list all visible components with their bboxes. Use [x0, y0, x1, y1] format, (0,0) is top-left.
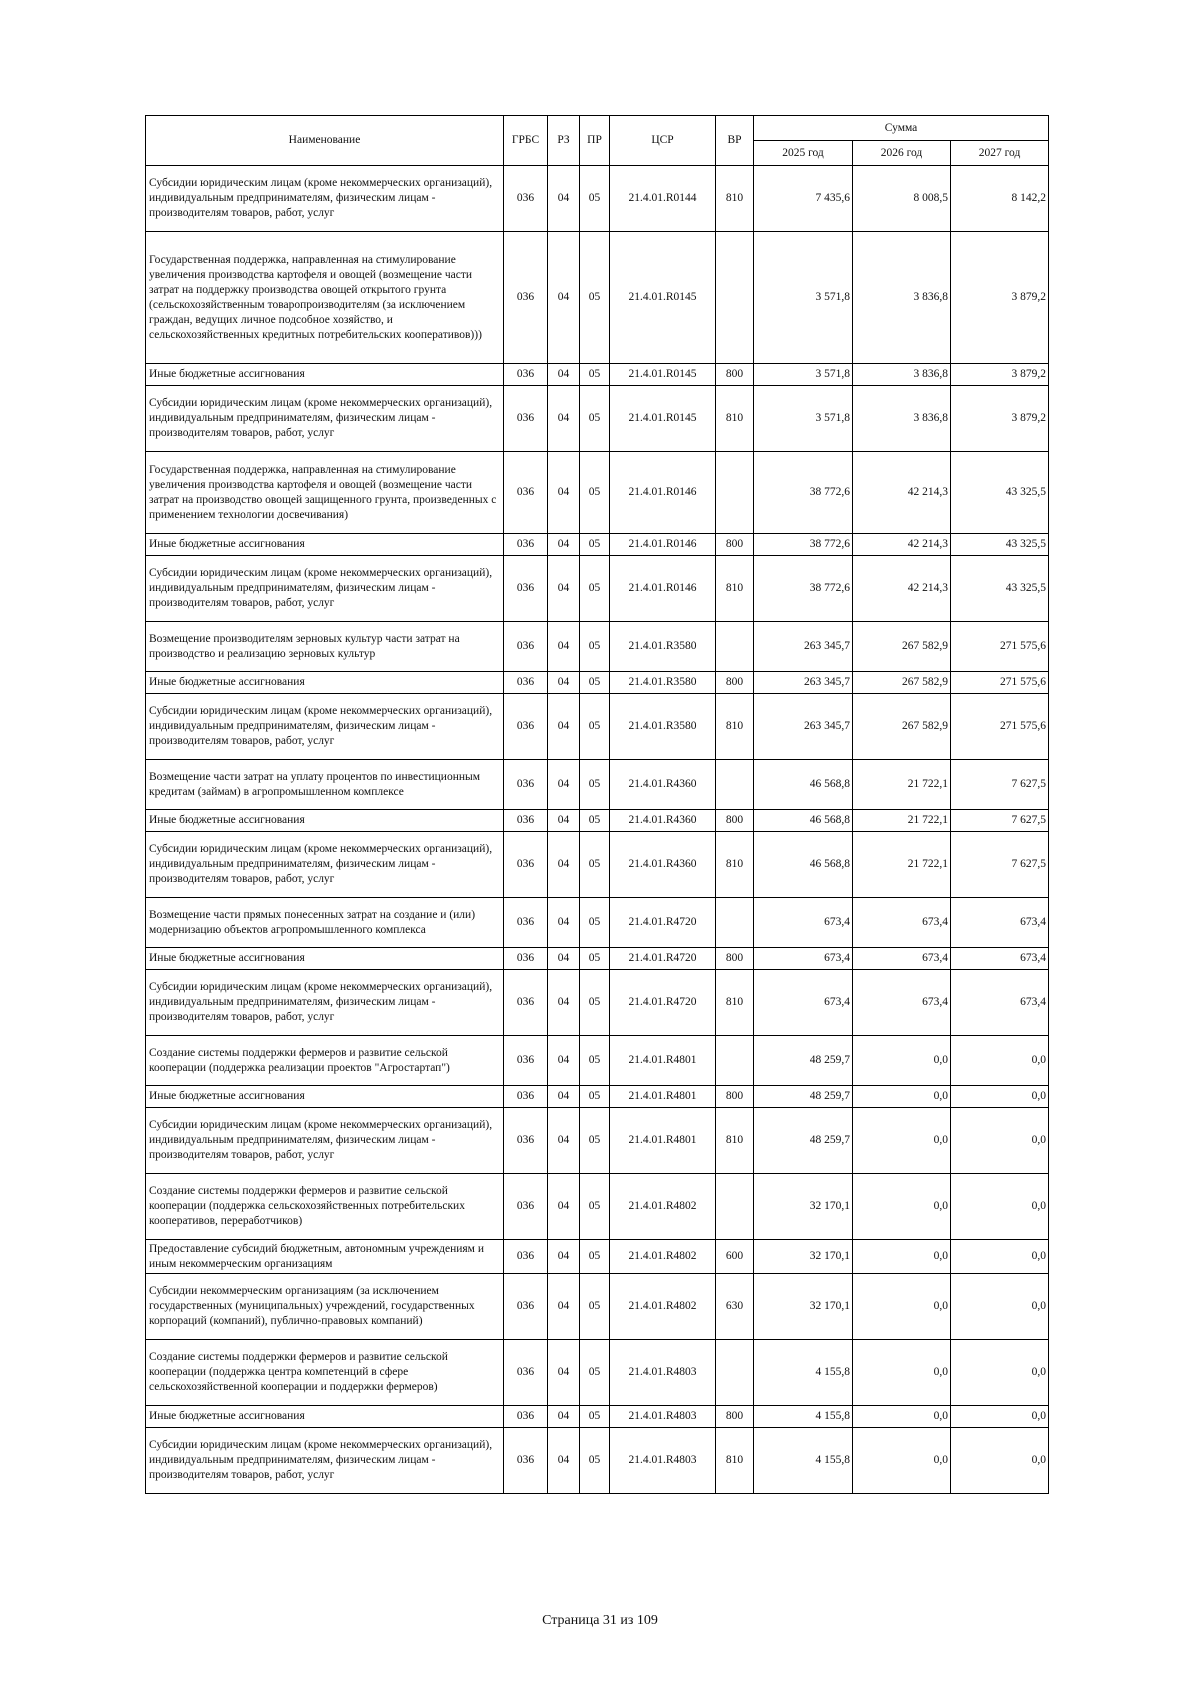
row-csr: 21.4.01.R3580: [610, 622, 716, 672]
row-sum-2025: 3 571,8: [754, 386, 853, 452]
row-grbs: 036: [504, 386, 548, 452]
row-sum-2026: 267 582,9: [853, 672, 951, 694]
table-row: [146, 1036, 1049, 1086]
row-vr: [716, 1174, 754, 1240]
row-rz: 04: [548, 672, 580, 694]
row-vr: [716, 898, 754, 948]
row-grbs: 036: [504, 694, 548, 760]
row-grbs: 036: [504, 1174, 548, 1240]
row-grbs: 036: [504, 1108, 548, 1174]
row-name: Возмещение части прямых понесенных затрат на создание и (или) модернизацию объектов агропромышленного комплекса: [146, 898, 504, 948]
table-body: [146, 166, 1049, 1494]
header-csr: ЦСР: [610, 116, 716, 166]
row-pr: 05: [580, 1274, 610, 1340]
row-sum-2025: 32 170,1: [754, 1240, 853, 1274]
row-sum-2027: 7 627,5: [951, 810, 1049, 832]
row-csr: 21.4.01.R4720: [610, 970, 716, 1036]
row-sum-2026: 3 836,8: [853, 364, 951, 386]
table-header: [146, 116, 1049, 166]
row-sum-2027: 0,0: [951, 1274, 1049, 1340]
header-rz: РЗ: [548, 116, 580, 166]
row-grbs: 036: [504, 760, 548, 810]
table-row: [146, 1240, 1049, 1274]
row-csr: 21.4.01.R0146: [610, 556, 716, 622]
table-row: [146, 898, 1049, 948]
row-sum-2027: 0,0: [951, 1340, 1049, 1406]
row-vr: 800: [716, 948, 754, 970]
row-pr: 05: [580, 760, 610, 810]
row-csr: 21.4.01.R4360: [610, 760, 716, 810]
row-pr: 05: [580, 556, 610, 622]
row-pr: 05: [580, 1174, 610, 1240]
row-csr: 21.4.01.R4801: [610, 1036, 716, 1086]
row-rz: 04: [548, 694, 580, 760]
row-pr: 05: [580, 232, 610, 364]
header-name: Наименование: [146, 116, 504, 166]
row-pr: 05: [580, 1108, 610, 1174]
row-grbs: 036: [504, 948, 548, 970]
row-sum-2026: 42 214,3: [853, 452, 951, 534]
header-year-2025: 2025 год: [754, 141, 853, 166]
row-csr: 21.4.01.R4802: [610, 1240, 716, 1274]
row-sum-2026: 42 214,3: [853, 534, 951, 556]
row-csr: 21.4.01.R4802: [610, 1274, 716, 1340]
row-grbs: 036: [504, 556, 548, 622]
row-sum-2026: 267 582,9: [853, 694, 951, 760]
row-rz: 04: [548, 1274, 580, 1340]
row-sum-2026: 267 582,9: [853, 622, 951, 672]
row-sum-2026: 0,0: [853, 1406, 951, 1428]
budget-table: [145, 115, 1049, 1494]
row-grbs: 036: [504, 810, 548, 832]
row-sum-2025: 38 772,6: [754, 452, 853, 534]
table-row: [146, 452, 1049, 534]
row-sum-2025: 4 155,8: [754, 1406, 853, 1428]
row-name: Создание системы поддержки фермеров и развитие сельской кооперации (поддержка центра компетенций в сфере сельскохозяйственной кооперации и поддержки фермеров): [146, 1340, 504, 1406]
table-row: [146, 948, 1049, 970]
row-pr: 05: [580, 534, 610, 556]
row-name: Иные бюджетные ассигнования: [146, 1406, 504, 1428]
row-sum-2027: 271 575,6: [951, 694, 1049, 760]
row-vr: [716, 622, 754, 672]
row-sum-2027: 0,0: [951, 1086, 1049, 1108]
header-pr: ПР: [580, 116, 610, 166]
row-rz: 04: [548, 898, 580, 948]
row-name: Государственная поддержка, направленная на стимулирование увеличения производства картофеля и овощей (возмещение части затрат на производство овощей защищенного грунта, произведенных с применением технологии досвечивания): [146, 452, 504, 534]
row-csr: 21.4.01.R4803: [610, 1406, 716, 1428]
row-name: Иные бюджетные ассигнования: [146, 534, 504, 556]
row-rz: 04: [548, 1174, 580, 1240]
table-row: [146, 534, 1049, 556]
row-csr: 21.4.01.R4801: [610, 1086, 716, 1108]
row-rz: 04: [548, 948, 580, 970]
row-sum-2025: 46 568,8: [754, 832, 853, 898]
header-year-2027: 2027 год: [951, 141, 1049, 166]
row-sum-2027: 7 627,5: [951, 760, 1049, 810]
row-pr: 05: [580, 810, 610, 832]
row-pr: 05: [580, 970, 610, 1036]
row-grbs: 036: [504, 898, 548, 948]
table-row: [146, 1340, 1049, 1406]
table-row: [146, 1086, 1049, 1108]
row-sum-2025: 263 345,7: [754, 622, 853, 672]
row-pr: 05: [580, 694, 610, 760]
row-csr: 21.4.01.R3580: [610, 672, 716, 694]
row-sum-2025: 46 568,8: [754, 760, 853, 810]
row-rz: 04: [548, 810, 580, 832]
row-name: Иные бюджетные ассигнования: [146, 1086, 504, 1108]
row-sum-2026: 21 722,1: [853, 832, 951, 898]
row-name: Иные бюджетные ассигнования: [146, 810, 504, 832]
row-sum-2025: 673,4: [754, 970, 853, 1036]
row-rz: 04: [548, 1340, 580, 1406]
row-csr: 21.4.01.R4803: [610, 1340, 716, 1406]
row-vr: 810: [716, 970, 754, 1036]
row-grbs: 036: [504, 1086, 548, 1108]
row-csr: 21.4.01.R0144: [610, 166, 716, 232]
table-row: [146, 1274, 1049, 1340]
row-sum-2026: 0,0: [853, 1274, 951, 1340]
row-rz: 04: [548, 1086, 580, 1108]
row-name: Субсидии некоммерческим организациям (за исключением государственных (муниципальных) учреждений, государственных корпораций (компаний), публично-правовых компаний): [146, 1274, 504, 1340]
table-row: [146, 694, 1049, 760]
row-csr: 21.4.01.R4360: [610, 810, 716, 832]
row-vr: [716, 452, 754, 534]
row-sum-2026: 3 836,8: [853, 232, 951, 364]
row-sum-2026: 0,0: [853, 1240, 951, 1274]
row-sum-2025: 263 345,7: [754, 694, 853, 760]
row-sum-2025: 46 568,8: [754, 810, 853, 832]
row-grbs: 036: [504, 832, 548, 898]
row-csr: 21.4.01.R4720: [610, 948, 716, 970]
row-rz: 04: [548, 534, 580, 556]
table-row: [146, 556, 1049, 622]
row-vr: 800: [716, 672, 754, 694]
row-vr: 800: [716, 1086, 754, 1108]
row-sum-2027: 3 879,2: [951, 364, 1049, 386]
row-sum-2025: 3 571,8: [754, 232, 853, 364]
row-sum-2027: 7 627,5: [951, 832, 1049, 898]
header-vr: ВР: [716, 116, 754, 166]
row-pr: 05: [580, 1086, 610, 1108]
row-csr: 21.4.01.R4801: [610, 1108, 716, 1174]
row-pr: 05: [580, 452, 610, 534]
row-sum-2027: 8 142,2: [951, 166, 1049, 232]
row-name: Субсидии юридическим лицам (кроме некоммерческих организаций), индивидуальным предпринимателям, физическим лицам - производителям товаров, работ, услуг: [146, 386, 504, 452]
row-rz: 04: [548, 364, 580, 386]
row-sum-2026: 8 008,5: [853, 166, 951, 232]
table-row: [146, 1406, 1049, 1428]
row-name: Субсидии юридическим лицам (кроме некоммерческих организаций), индивидуальным предпринимателям, физическим лицам - производителям товаров, работ, услуг: [146, 832, 504, 898]
row-sum-2026: 673,4: [853, 970, 951, 1036]
row-name: Иные бюджетные ассигнования: [146, 364, 504, 386]
row-pr: 05: [580, 1428, 610, 1494]
page-number: Страница 31 из 109: [542, 1613, 658, 1628]
row-sum-2027: 673,4: [951, 970, 1049, 1036]
row-sum-2025: 673,4: [754, 948, 853, 970]
row-pr: 05: [580, 832, 610, 898]
row-sum-2027: 3 879,2: [951, 386, 1049, 452]
row-grbs: 036: [504, 1240, 548, 1274]
row-sum-2027: 43 325,5: [951, 534, 1049, 556]
row-sum-2027: 43 325,5: [951, 556, 1049, 622]
row-pr: 05: [580, 1406, 610, 1428]
row-rz: 04: [548, 166, 580, 232]
row-vr: 600: [716, 1240, 754, 1274]
row-pr: 05: [580, 166, 610, 232]
row-pr: 05: [580, 672, 610, 694]
row-sum-2025: 48 259,7: [754, 1086, 853, 1108]
row-csr: 21.4.01.R0146: [610, 452, 716, 534]
row-rz: 04: [548, 556, 580, 622]
row-sum-2027: 0,0: [951, 1036, 1049, 1086]
row-vr: 800: [716, 364, 754, 386]
row-pr: 05: [580, 1340, 610, 1406]
row-grbs: 036: [504, 452, 548, 534]
row-grbs: 036: [504, 672, 548, 694]
row-csr: 21.4.01.R4720: [610, 898, 716, 948]
row-csr: 21.4.01.R0145: [610, 364, 716, 386]
row-name: Предоставление субсидий бюджетным, автономным учреждениям и иным некоммерческим организациям: [146, 1240, 504, 1274]
row-rz: 04: [548, 1406, 580, 1428]
row-vr: 810: [716, 1108, 754, 1174]
row-sum-2027: 271 575,6: [951, 672, 1049, 694]
row-sum-2027: 43 325,5: [951, 452, 1049, 534]
row-sum-2026: 673,4: [853, 898, 951, 948]
row-vr: 810: [716, 832, 754, 898]
row-csr: 21.4.01.R0146: [610, 534, 716, 556]
table-row: [146, 832, 1049, 898]
row-rz: 04: [548, 832, 580, 898]
row-name: Субсидии юридическим лицам (кроме некоммерческих организаций), индивидуальным предпринимателям, физическим лицам - производителям товаров, работ, услуг: [146, 1428, 504, 1494]
row-sum-2025: 32 170,1: [754, 1174, 853, 1240]
row-sum-2026: 0,0: [853, 1108, 951, 1174]
row-grbs: 036: [504, 534, 548, 556]
row-name: Иные бюджетные ассигнования: [146, 672, 504, 694]
table-row: [146, 364, 1049, 386]
row-grbs: 036: [504, 1340, 548, 1406]
row-pr: 05: [580, 948, 610, 970]
header-grbs: ГРБС: [504, 116, 548, 166]
row-sum-2025: 38 772,6: [754, 534, 853, 556]
table-row: [146, 232, 1049, 364]
row-name: Возмещение части затрат на уплату процентов по инвестиционным кредитам (займам) в агропромышленном комплексе: [146, 760, 504, 810]
row-sum-2025: 32 170,1: [754, 1274, 853, 1340]
table-row: [146, 672, 1049, 694]
row-name: Государственная поддержка, направленная на стимулирование увеличения производства картофеля и овощей (возмещение части затрат на поддержку производства овощей открытого грунта (сельскохозяйственным товаропроизводителям (за исключением граждан, ведущих личное подсобное хозяйство, и сельскохозяйственных кредитных потребительских кооперативов))): [146, 232, 504, 364]
row-csr: 21.4.01.R4360: [610, 832, 716, 898]
row-sum-2025: 263 345,7: [754, 672, 853, 694]
row-csr: 21.4.01.R0145: [610, 386, 716, 452]
row-name: Субсидии юридическим лицам (кроме некоммерческих организаций), индивидуальным предпринимателям, физическим лицам - производителям товаров, работ, услуг: [146, 970, 504, 1036]
row-vr: 810: [716, 166, 754, 232]
row-sum-2026: 21 722,1: [853, 760, 951, 810]
row-sum-2026: 0,0: [853, 1174, 951, 1240]
row-sum-2027: 0,0: [951, 1406, 1049, 1428]
header-year-2026: 2026 год: [853, 141, 951, 166]
row-pr: 05: [580, 898, 610, 948]
row-grbs: 036: [504, 232, 548, 364]
row-grbs: 036: [504, 1274, 548, 1340]
row-vr: [716, 1340, 754, 1406]
row-name: Возмещение производителям зерновых культур части затрат на производство и реализацию зерновых культур: [146, 622, 504, 672]
row-sum-2026: 42 214,3: [853, 556, 951, 622]
row-sum-2026: 3 836,8: [853, 386, 951, 452]
row-vr: 800: [716, 810, 754, 832]
table-row: [146, 970, 1049, 1036]
row-vr: 800: [716, 534, 754, 556]
row-grbs: 036: [504, 970, 548, 1036]
row-sum-2027: 3 879,2: [951, 232, 1049, 364]
row-rz: 04: [548, 622, 580, 672]
row-vr: 810: [716, 386, 754, 452]
row-sum-2025: 4 155,8: [754, 1340, 853, 1406]
row-rz: 04: [548, 1428, 580, 1494]
table-row: [146, 810, 1049, 832]
row-sum-2027: 673,4: [951, 948, 1049, 970]
row-vr: [716, 1036, 754, 1086]
row-rz: 04: [548, 1036, 580, 1086]
row-vr: 630: [716, 1274, 754, 1340]
row-grbs: 036: [504, 1036, 548, 1086]
table-row: [146, 1108, 1049, 1174]
table-row: [146, 760, 1049, 810]
row-sum-2027: 0,0: [951, 1428, 1049, 1494]
row-csr: 21.4.01.R3580: [610, 694, 716, 760]
row-pr: 05: [580, 386, 610, 452]
row-name: Субсидии юридическим лицам (кроме некоммерческих организаций), индивидуальным предпринимателям, физическим лицам - производителям товаров, работ, услуг: [146, 556, 504, 622]
row-grbs: 036: [504, 166, 548, 232]
row-pr: 05: [580, 1240, 610, 1274]
row-name: Иные бюджетные ассигнования: [146, 948, 504, 970]
row-grbs: 036: [504, 1406, 548, 1428]
row-rz: 04: [548, 232, 580, 364]
row-sum-2026: 673,4: [853, 948, 951, 970]
row-name: Субсидии юридическим лицам (кроме некоммерческих организаций), индивидуальным предпринимателям, физическим лицам - производителям товаров, работ, услуг: [146, 694, 504, 760]
row-rz: 04: [548, 452, 580, 534]
row-sum-2025: 673,4: [754, 898, 853, 948]
row-rz: 04: [548, 760, 580, 810]
row-sum-2025: 38 772,6: [754, 556, 853, 622]
row-csr: 21.4.01.R0145: [610, 232, 716, 364]
row-sum-2027: 0,0: [951, 1174, 1049, 1240]
row-rz: 04: [548, 1240, 580, 1274]
row-pr: 05: [580, 364, 610, 386]
row-sum-2027: 271 575,6: [951, 622, 1049, 672]
row-sum-2026: 0,0: [853, 1036, 951, 1086]
row-name: Субсидии юридическим лицам (кроме некоммерческих организаций), индивидуальным предпринимателям, физическим лицам - производителям товаров, работ, услуг: [146, 166, 504, 232]
row-sum-2026: 0,0: [853, 1428, 951, 1494]
row-rz: 04: [548, 1108, 580, 1174]
row-vr: 810: [716, 694, 754, 760]
row-sum-2027: 673,4: [951, 898, 1049, 948]
row-name: Создание системы поддержки фермеров и развитие сельской кооперации (поддержка сельскохозяйственных потребительских кооперативов, переработчиков): [146, 1174, 504, 1240]
table-row: [146, 1174, 1049, 1240]
row-rz: 04: [548, 970, 580, 1036]
row-pr: 05: [580, 1036, 610, 1086]
row-csr: 21.4.01.R4803: [610, 1428, 716, 1494]
row-sum-2025: 4 155,8: [754, 1428, 853, 1494]
row-sum-2025: 3 571,8: [754, 364, 853, 386]
row-sum-2027: 0,0: [951, 1240, 1049, 1274]
row-vr: 800: [716, 1406, 754, 1428]
row-name: Создание системы поддержки фермеров и развитие сельской кооперации (поддержка реализации проектов "Агростартап"): [146, 1036, 504, 1086]
row-grbs: 036: [504, 364, 548, 386]
row-vr: [716, 232, 754, 364]
row-sum-2025: 7 435,6: [754, 166, 853, 232]
row-sum-2026: 21 722,1: [853, 810, 951, 832]
table-row: [146, 1428, 1049, 1494]
header-sum: Сумма: [754, 116, 1049, 141]
row-vr: 810: [716, 556, 754, 622]
row-sum-2026: 0,0: [853, 1086, 951, 1108]
table-row: [146, 166, 1049, 232]
row-grbs: 036: [504, 1428, 548, 1494]
row-sum-2025: 48 259,7: [754, 1108, 853, 1174]
row-vr: [716, 760, 754, 810]
table-row: [146, 622, 1049, 672]
row-sum-2026: 0,0: [853, 1340, 951, 1406]
row-grbs: 036: [504, 622, 548, 672]
row-sum-2025: 48 259,7: [754, 1036, 853, 1086]
row-name: Субсидии юридическим лицам (кроме некоммерческих организаций), индивидуальным предпринимателям, физическим лицам - производителям товаров, работ, услуг: [146, 1108, 504, 1174]
table-row: [146, 386, 1049, 452]
row-sum-2027: 0,0: [951, 1108, 1049, 1174]
row-pr: 05: [580, 622, 610, 672]
row-vr: 810: [716, 1428, 754, 1494]
row-csr: 21.4.01.R4802: [610, 1174, 716, 1240]
row-rz: 04: [548, 386, 580, 452]
